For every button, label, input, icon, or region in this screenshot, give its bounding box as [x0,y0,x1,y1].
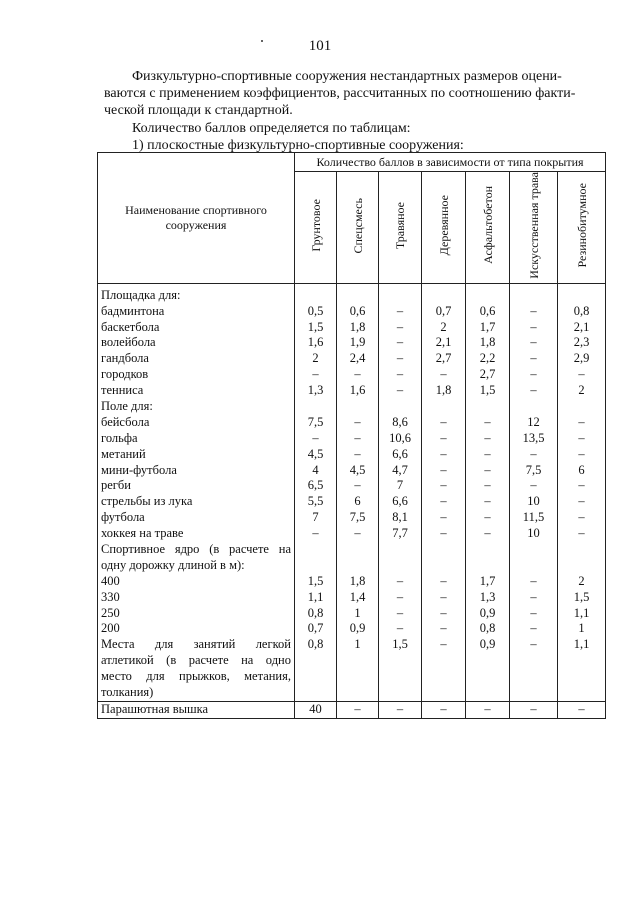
score-cell [558,558,606,574]
table-row [98,701,606,718]
score-cell: – [510,335,558,351]
score-cell: 2,9 [558,351,606,367]
score-cell: – [379,606,422,622]
table-row [98,606,606,622]
score-cell: 1,3 [466,590,510,606]
score-cell: – [466,478,510,494]
score-cell: 1 [337,637,379,653]
table-row [98,320,606,336]
facility-name-cell: толкания) [98,685,295,701]
table-row [98,558,606,574]
facility-name-cell: Парашютная вышка [98,701,295,718]
score-cell [337,288,379,304]
score-cell: – [466,526,510,542]
score-cell [337,558,379,574]
score-cell [510,542,558,558]
score-cell: – [510,367,558,383]
score-cell: 4 [295,463,337,479]
facility-name-cell: городков [98,367,295,383]
column-header-label: Деревянное [436,195,451,256]
table-row [98,415,606,431]
score-cell: 1,4 [337,590,379,606]
score-cell: 1,1 [295,590,337,606]
facility-name-cell: Места для занятий легкой [98,637,295,653]
score-cell: 2,2 [466,351,510,367]
score-cell [510,653,558,669]
score-cell [422,685,466,701]
score-cell: – [558,510,606,526]
score-cell: – [510,304,558,320]
table-row [98,399,606,415]
score-cell: 0,6 [337,304,379,320]
column-header-label: Спецсмесь [350,197,365,254]
score-cell: – [510,320,558,336]
score-cell: – [558,415,606,431]
table-row [98,335,606,351]
score-cell: 1,5 [379,637,422,653]
score-cell: – [510,447,558,463]
score-cell: 0,7 [422,304,466,320]
score-cell: – [379,320,422,336]
score-cell [295,685,337,701]
score-cell: 7 [379,478,422,494]
score-cell: – [558,478,606,494]
score-cell: – [558,701,606,718]
score-cell: 2,1 [558,320,606,336]
score-cell [466,669,510,685]
facility-name-cell: гольфа [98,431,295,447]
score-cell [337,542,379,558]
score-cell [295,653,337,669]
score-cell: 1,8 [337,574,379,590]
score-cell [466,653,510,669]
score-cell: 1 [337,606,379,622]
score-cell: 8,1 [379,510,422,526]
score-cell: – [558,447,606,463]
score-cell: – [337,526,379,542]
score-cell: – [379,574,422,590]
score-cell: 0,8 [466,621,510,637]
score-cell [558,653,606,669]
score-cell: 11,5 [510,510,558,526]
table-row [98,478,606,494]
score-cell: 2 [422,320,466,336]
score-cell: 7,5 [295,415,337,431]
table-row [98,621,606,637]
table-row [98,685,606,701]
score-cell: – [510,621,558,637]
score-cell [510,685,558,701]
score-cell: 4,7 [379,463,422,479]
score-cell: 0,8 [295,606,337,622]
facility-name-cell: атлетикой (в расчете на одно [98,653,295,669]
facility-name-cell: бадминтона [98,304,295,320]
score-cell [422,653,466,669]
score-cell: – [422,415,466,431]
score-cell [558,542,606,558]
score-cell: – [422,590,466,606]
score-cell: 2,1 [422,335,466,351]
score-cell: – [510,478,558,494]
coverage-group-header: Количество баллов в зависимости от типа покрытия [295,153,606,172]
score-cell [337,669,379,685]
score-cell: – [466,431,510,447]
facility-name-cell: метаний [98,447,295,463]
score-cell: – [510,701,558,718]
score-cell [295,542,337,558]
column-header-label: Искусственная трава [526,172,541,279]
facility-name-cell: 250 [98,606,295,622]
score-cell [379,399,422,415]
score-cell [558,399,606,415]
score-cell: 2,7 [422,351,466,367]
score-cell: 7,7 [379,526,422,542]
score-cell: – [422,447,466,463]
table-row [98,304,606,320]
score-cell: – [295,431,337,447]
score-cell: 1,8 [466,335,510,351]
facility-name-cell: хоккея на траве [98,526,295,542]
facility-name-cell: тенниса [98,383,295,399]
column-header [466,172,510,284]
score-cell: 6 [337,494,379,510]
score-cell: – [422,526,466,542]
score-cell: 0,5 [295,304,337,320]
score-cell: – [337,367,379,383]
score-cell: 1,5 [295,574,337,590]
score-cell: – [422,510,466,526]
score-cell: 6,6 [379,494,422,510]
score-cell: 2 [295,351,337,367]
score-cell [422,669,466,685]
score-cell: – [558,494,606,510]
score-cell [422,558,466,574]
name-column-header: Наименование спортивного сооружения [98,153,295,284]
score-cell [337,653,379,669]
table-row [98,653,606,669]
score-cell: – [466,447,510,463]
score-cell [295,558,337,574]
score-cell: – [337,415,379,431]
score-cell: 1,5 [466,383,510,399]
score-cell: – [379,367,422,383]
score-cell: 40 [295,701,337,718]
score-cell [466,685,510,701]
score-cell: – [510,351,558,367]
table-row [98,431,606,447]
table-row [98,526,606,542]
column-header-label: Грунтовое [308,199,323,252]
intro-line: Физкультурно-спортивные сооружения нестандартных размеров оцени- [132,69,562,84]
score-cell: – [510,606,558,622]
score-cell: – [337,431,379,447]
table-row [98,669,606,685]
score-cell: – [466,415,510,431]
score-cell: 6,6 [379,447,422,463]
score-cell: 7,5 [510,463,558,479]
intro-line: ваются с применением коэффициентов, рассчитанных по соотношению факти- [104,86,576,101]
facility-name-cell: стрельбы из лука [98,494,295,510]
facility-name-cell: гандбола [98,351,295,367]
score-cell [510,288,558,304]
facility-name-cell: Поле для: [98,399,295,415]
column-header [422,172,466,284]
scores-table [97,152,606,719]
score-cell: 7 [295,510,337,526]
score-cell: – [379,351,422,367]
score-cell: 0,7 [295,621,337,637]
score-cell: – [422,701,466,718]
score-cell [379,685,422,701]
facility-name-cell: баскетбола [98,320,295,336]
facility-name-cell: бейсбола [98,415,295,431]
score-cell: 4,5 [295,447,337,463]
score-cell [558,288,606,304]
score-cell [510,669,558,685]
score-cell: 0,9 [337,621,379,637]
score-cell: – [379,304,422,320]
table-row [98,367,606,383]
score-cell: – [422,494,466,510]
score-cell: 2,7 [466,367,510,383]
score-cell: 6,5 [295,478,337,494]
score-cell: – [422,637,466,653]
facility-name-cell: 400 [98,574,295,590]
score-cell: 1,6 [337,383,379,399]
score-cell [295,399,337,415]
score-cell: 1,7 [466,320,510,336]
score-cell: – [422,621,466,637]
table-row [98,542,606,558]
score-cell [295,288,337,304]
facility-name-cell: Спортивное ядро (в расчете на [98,542,295,558]
score-cell: – [379,701,422,718]
facility-name-cell: волейбола [98,335,295,351]
score-cell [422,288,466,304]
score-cell: 8,6 [379,415,422,431]
score-cell: 1,5 [295,320,337,336]
score-cell [510,558,558,574]
facility-name-cell: одну дорожку длиной в м): [98,558,295,574]
score-cell: – [422,478,466,494]
score-cell: 0,9 [466,606,510,622]
score-cell: – [295,367,337,383]
score-cell: 0,6 [466,304,510,320]
score-cell [379,669,422,685]
score-cell: – [558,526,606,542]
table-row [98,463,606,479]
score-cell: – [510,637,558,653]
score-cell: 6 [558,463,606,479]
score-cell [379,542,422,558]
facility-name-cell: регби [98,478,295,494]
facility-name-cell: мини-футбола [98,463,295,479]
score-cell: 1,9 [337,335,379,351]
score-cell: 13,5 [510,431,558,447]
score-cell [422,399,466,415]
column-header-label: Резинобитумное [574,183,589,268]
score-cell: 0,8 [558,304,606,320]
column-header-label: Асфальтобетон [480,186,495,265]
score-cell [466,399,510,415]
score-cell: 0,8 [295,637,337,653]
score-cell: 1,6 [295,335,337,351]
score-cell: 10,6 [379,431,422,447]
column-header [295,172,337,284]
table-row [98,288,606,304]
score-cell: 0,9 [466,637,510,653]
score-cell: – [558,367,606,383]
score-cell [379,288,422,304]
score-cell: 4,5 [337,463,379,479]
score-cell: 2 [558,383,606,399]
score-cell [558,685,606,701]
score-cell: – [510,383,558,399]
score-cell: – [337,478,379,494]
table-row [98,574,606,590]
score-cell: – [510,574,558,590]
score-cell: – [558,431,606,447]
score-cell: 1 [558,621,606,637]
table-row [98,510,606,526]
score-cell: – [379,590,422,606]
facility-name-cell: Площадка для: [98,288,295,304]
score-cell: 1,5 [558,590,606,606]
score-cell: – [379,335,422,351]
score-cell [422,542,466,558]
score-cell: 1,8 [422,383,466,399]
score-cell [466,542,510,558]
table-row [98,637,606,653]
facility-name-cell: место для прыжков, метания, [98,669,295,685]
score-cell: 10 [510,494,558,510]
score-cell: 1,3 [295,383,337,399]
score-cell: – [422,574,466,590]
column-header [558,172,606,284]
column-header [379,172,422,284]
table-row [98,447,606,463]
table-row [98,590,606,606]
score-cell: 7,5 [337,510,379,526]
score-cell: – [295,526,337,542]
score-cell: 1,1 [558,606,606,622]
score-cell [379,653,422,669]
score-cell: 5,5 [295,494,337,510]
table-intro-paragraph: Количество баллов определяется по таблицам: [132,121,411,136]
facility-name-cell: 330 [98,590,295,606]
intro-paragraph [104,68,600,119]
intro-line: ческой площади к стандартной. [104,103,293,118]
score-cell: 2,4 [337,351,379,367]
score-cell [466,558,510,574]
score-cell: 1,8 [337,320,379,336]
score-cell: – [337,701,379,718]
score-cell [510,399,558,415]
column-header [337,172,379,284]
score-cell: – [379,621,422,637]
page-number: 101 [308,38,332,54]
score-cell: – [337,447,379,463]
score-cell: 1,1 [558,637,606,653]
score-cell: 1,7 [466,574,510,590]
table-caption: 1) плоскостные физкультурно-спортивные сооружения: [132,138,464,153]
column-header-label: Травяное [393,201,407,249]
score-cell: – [466,463,510,479]
score-cell: – [379,383,422,399]
score-cell: 12 [510,415,558,431]
score-cell [379,558,422,574]
facility-name-cell: 200 [98,621,295,637]
facility-name-cell: футбола [98,510,295,526]
score-cell: 2,3 [558,335,606,351]
score-cell [558,669,606,685]
score-cell: – [510,590,558,606]
score-cell [337,399,379,415]
table-row [98,351,606,367]
score-cell [295,669,337,685]
score-cell: 10 [510,526,558,542]
score-cell: – [466,494,510,510]
score-cell: – [422,606,466,622]
table-row [98,383,606,399]
score-cell: – [422,431,466,447]
column-header [510,172,558,284]
score-cell: – [422,367,466,383]
score-cell [337,685,379,701]
score-cell: 2 [558,574,606,590]
score-cell: – [466,510,510,526]
score-cell: – [422,463,466,479]
table-row [98,494,606,510]
score-cell [466,288,510,304]
score-cell: – [466,701,510,718]
